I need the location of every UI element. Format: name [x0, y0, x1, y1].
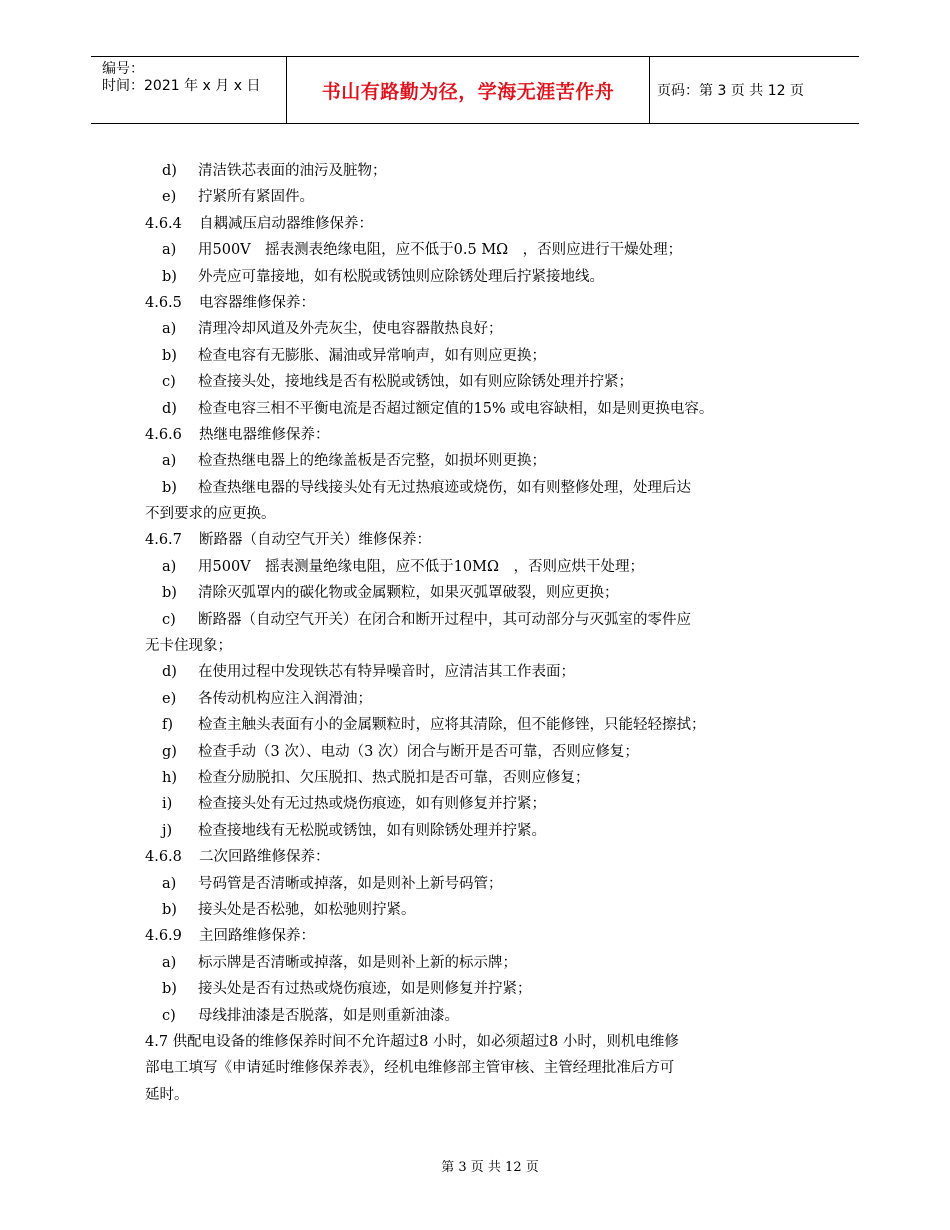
- line-text: 检查分励脱扣、欠压脱扣、热式脱扣是否可靠，否则应修复；: [198, 769, 590, 786]
- line-text: 检查电容三相不平衡电流是否超过额定值的15% 或电容缺相，如是则更换电容。: [198, 400, 714, 417]
- text-line: [145, 1029, 825, 1055]
- list-item-label: c): [162, 611, 176, 628]
- list-item: [145, 659, 825, 685]
- list-item-label: b): [162, 585, 177, 602]
- list-item-label: c): [162, 374, 176, 391]
- list-item: [145, 158, 825, 184]
- list-item: [145, 739, 825, 765]
- line-text: 主回路维修保养：: [199, 928, 315, 945]
- line-text: 检查接头处，接地线是否有松脱或锈蚀，如有则应除锈处理并拧紧；: [198, 374, 633, 391]
- line-text: 电容器维修保养：: [199, 294, 315, 311]
- line-text: 延时。: [145, 1086, 189, 1103]
- line-text: 二次回路维修保养：: [199, 849, 330, 866]
- section-number: 4.6.5: [145, 294, 182, 311]
- list-item: [145, 712, 825, 738]
- line-text: 不到要求的应更换。: [145, 506, 276, 523]
- line-text: 部电工填写《申请延时维修保养表》，经机电维修部主管审核、主管经理批准后方可: [145, 1060, 675, 1077]
- line-text: 清洁铁芯表面的油污及脏物；: [198, 163, 387, 179]
- line-text: 在使用过程中发现铁芯有特异噪音时，应清洁其工作表面；: [198, 664, 575, 681]
- section-heading: [145, 290, 825, 316]
- header-motto: 书山有路勤为径，学海无涯苦作舟: [321, 80, 615, 103]
- line-text: 母线排油漆是否脱落，如是则重新油漆。: [198, 1007, 459, 1024]
- line-text: 各传动机构应注入润滑油；: [198, 690, 372, 707]
- text-line: [145, 1082, 825, 1108]
- text-line: [145, 501, 825, 527]
- line-text: 标示牌是否清晰或掉落，如是则补上新的标示牌；: [198, 954, 517, 971]
- list-item: [145, 580, 825, 606]
- line-text: 断路器（自动空气开关）维修保养：: [199, 532, 431, 549]
- list-item-label: b): [162, 901, 177, 918]
- header-motto-cell: [286, 57, 650, 123]
- list-item: [145, 448, 825, 474]
- text-line: [145, 633, 825, 659]
- line-text: 检查接地线有无松脱或锈蚀，如有则除锈处理并拧紧。: [198, 822, 546, 839]
- line-text: 4.7 供配电设备的维修保养时间不允许超过8 小时，如必须超过8 小时，则机电维修: [145, 1033, 679, 1050]
- list-item: [145, 607, 825, 633]
- list-item: [145, 184, 825, 210]
- list-item-label: a): [162, 453, 177, 470]
- line-text: 接头处是否松驰，如松驰则拧紧。: [198, 901, 416, 918]
- line-text: 用500V 摇表测表绝缘电阻，应不低于0.5 MΩ ，否则应进行干燥处理；: [198, 242, 683, 259]
- list-item-label: b): [162, 347, 177, 364]
- list-item: [145, 1003, 825, 1029]
- section-heading: [145, 923, 825, 949]
- section-number: 4.6.7: [145, 532, 182, 549]
- text-line: [145, 1055, 825, 1081]
- list-item-label: e): [162, 690, 177, 707]
- list-item: [145, 264, 825, 290]
- section-heading: [145, 422, 825, 448]
- list-item: [145, 237, 825, 263]
- list-item-label: d): [162, 664, 177, 681]
- list-item: [145, 396, 825, 422]
- list-item-label: b): [162, 268, 177, 285]
- line-text: 热继电器维修保养：: [199, 426, 330, 443]
- list-item-label: d): [162, 400, 177, 417]
- line-text: 拧紧所有紧固件。: [198, 189, 314, 206]
- list-item-label: i): [162, 796, 173, 813]
- list-item: [145, 976, 825, 1002]
- list-item: [145, 765, 825, 791]
- list-item-label: f): [162, 717, 174, 734]
- list-item-label: a): [162, 875, 177, 892]
- header-meta: [91, 57, 286, 123]
- list-item-label: h): [162, 769, 177, 786]
- list-item-label: a): [162, 954, 177, 971]
- line-text: 检查手动（3 次）、电动（3 次）闭合与断开是否可靠，否则应修复；: [198, 743, 639, 760]
- line-text: 号码管是否清晰或掉落，如是则补上新号码管；: [198, 875, 503, 892]
- header-time-label: 时间：2021 年 x 月 x 日: [102, 78, 261, 94]
- list-item-label: b): [162, 981, 177, 998]
- list-item: [145, 897, 825, 923]
- line-text: 清除灭弧罩内的碳化物或金属颗粒，如果灭弧罩破裂，则应更换；: [198, 585, 619, 602]
- list-item-label: c): [162, 1007, 176, 1024]
- line-text: 外壳应可靠接地，如有松脱或锈蚀则应除锈处理后拧紧接地线。: [198, 268, 604, 285]
- page-footer: [0, 1156, 950, 1175]
- line-text: 检查热继电器的导线接头处有无过热痕迹或烧伤，如有则整修处理，处理后达: [198, 479, 691, 496]
- list-item-label: g): [162, 743, 177, 760]
- list-item-label: j): [162, 822, 173, 839]
- section-number: 4.6.6: [145, 426, 182, 443]
- list-item: [145, 475, 825, 501]
- section-number: 4.6.8: [145, 849, 182, 866]
- section-heading: [145, 527, 825, 553]
- header-number-label: 编号：: [102, 61, 144, 77]
- section-heading: [145, 211, 825, 237]
- list-item-label: e): [162, 189, 177, 206]
- list-item: [145, 818, 825, 844]
- footer-page-number: 第 3 页 共 12 页: [441, 1160, 539, 1175]
- list-item-label: a): [162, 321, 177, 338]
- line-text: 自耦减压启动器维修保养：: [199, 215, 373, 232]
- list-item-label: d): [162, 163, 177, 179]
- line-text: 检查电容有无膨胀、漏油或异常响声，如有则应更换；: [198, 347, 546, 364]
- header-page-info: 页码：第 3 页 共 12 页: [657, 83, 804, 99]
- line-text: 检查热继电器上的绝缘盖板是否完整，如损坏则更换；: [198, 453, 546, 470]
- list-item: [145, 343, 825, 369]
- line-text: 检查接头处有无过热或烧伤痕迹，如有则修复并拧紧；: [198, 796, 546, 813]
- list-item: [145, 791, 825, 817]
- list-item-label: a): [162, 242, 177, 259]
- document-body: [145, 158, 825, 1108]
- list-item-label: b): [162, 479, 177, 496]
- page-header: [91, 56, 859, 124]
- line-text: 断路器（自动空气开关）在闭合和断开过程中，其可动部分与灭弧室的零件应: [198, 611, 691, 628]
- section-heading: [145, 844, 825, 870]
- line-text: 用500V 摇表测量绝缘电阻，应不低于10MΩ ，否则应烘干处理；: [198, 558, 644, 575]
- section-number: 4.6.4: [145, 215, 182, 232]
- list-item: [145, 871, 825, 897]
- line-text: 清理冷却风道及外壳灰尘，使电容器散热良好；: [198, 321, 503, 338]
- line-text: 接头处是否有过热或烧伤痕迹，如是则修复并拧紧；: [198, 981, 532, 998]
- list-item: [145, 950, 825, 976]
- list-item: [145, 316, 825, 342]
- header-page-cell: [649, 57, 859, 123]
- list-item-label: a): [162, 558, 177, 575]
- list-item: [145, 554, 825, 580]
- section-number: 4.6.9: [145, 928, 182, 945]
- line-text: 无卡住现象；: [145, 638, 232, 655]
- line-text: 检查主触头表面有小的金属颗粒时，应将其清除，但不能修锉，只能轻轻擦拭；: [198, 717, 706, 734]
- list-item: [145, 686, 825, 712]
- list-item: [145, 369, 825, 395]
